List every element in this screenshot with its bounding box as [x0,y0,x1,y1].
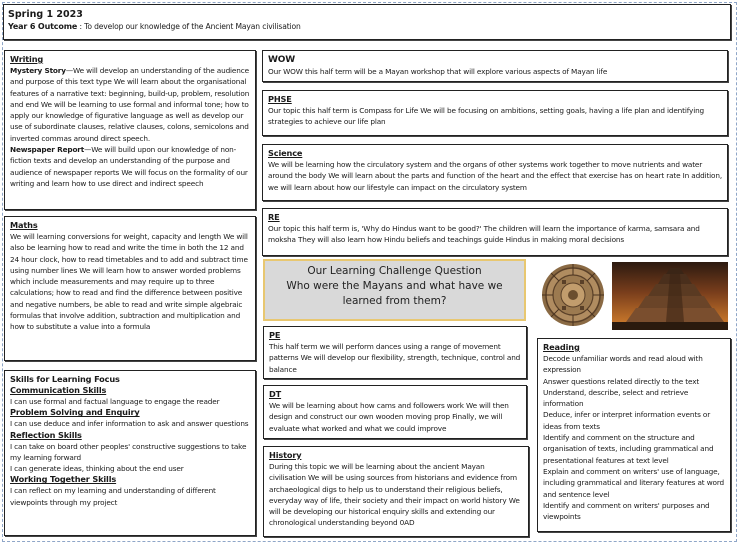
reading-title: Reading [543,342,580,352]
reflection-text-1: I can take on board other peoples' constructive suggestions to take my learning forward [10,441,247,462]
dt-text: We will be learning about how cams and followers work We will then design and construct our own wooden moving prop Finally, we will evaluate what worked and what we could improve [269,401,509,433]
reading-item: Identify and comment on writers' purposes and viewpoints [543,500,710,522]
problem-solving-text: I can use deduce and infer information to ask and answer questions [10,419,249,429]
science-box [262,144,728,201]
wow-text: Our WOW this half term will be a Mayan workshop that will explore various aspects of Mayan life [268,67,608,76]
learning-challenge-question [263,259,526,321]
outcome-text: : To develop our knowledge of the Ancient Mayan civilisation [79,22,301,31]
problem-solving-title: Problem Solving and Enquiry [10,407,140,418]
re-box [262,208,728,256]
reflection-title: Reflection Skills [10,429,82,440]
pe-text: This half term we will perform dances using a range of movement patterns We will develop our flexibility, strength, technique, control and balance [269,342,521,374]
re-title: RE [268,212,280,222]
outcome-label: Year 6 Outcome [8,22,78,31]
skills-box [4,370,256,536]
wow-box [262,50,728,82]
history-title: History [269,450,302,460]
challenge-line-1: Our Learning Challenge Question [307,265,482,277]
mayan-calendar-image [540,262,606,328]
pe-box [263,326,527,379]
reading-item: Understand, describe, select and retrieve information [543,387,689,409]
mystery-story-text: —We will develop an understanding of the audience and purpose of this text type We will learn about the organisational features of a narrative text: beginning, build-up, problem, resolution and end We will be learning to use formal and informal tone; how to apply our knowledge of figurative language as well as develop our use of subordinate clauses, relative clauses, colons, semicolons and inverted commas around direct speech. [10,66,250,143]
re-text: Our topic this half term is, 'Why do Hindus want to be good?' The children will learn the importance of karma, samsara and moksha They will also learn how Hindu beliefs and teachings guide Hindus in making moral decisions [268,224,700,245]
maths-text: We will learning conversions for weight, capacity and length We will also be learning how to read and write the time in both the 12 and 24 hour clock, how to read timetables and to add and subtract time using number lines We will learn how to answer worded problems which include measurements and may require up to three calculations; how to read and find the difference between positive and negative numbers, be able to read and write simple algebraic formulas that involve addition, subtraction and multiplication and how to substitute a value into a formula [10,232,248,332]
history-box [263,446,529,537]
history-text: During this topic we will be learning about the ancient Mayan civilisation We will be using sources from historians and evidence from archaeological digs to help us to understand their religious beliefs, everyday way of life, their society and their impact on world history We will be developing our historical enquiry skills and extending our chronological understanding beyond 0AD [269,462,520,528]
dt-box [263,385,527,439]
maths-title: Maths [10,220,38,230]
writing-box [4,50,256,210]
challenge-line-2: Who were the Mayans and what have we [286,279,503,292]
working-together-title: Working Together Skills [10,474,117,485]
pe-title: PE [269,330,281,340]
wow-title: WOW [268,55,296,65]
reflection-text-2: I can generate ideas, thinking about the end user [10,464,184,474]
reading-box [537,338,731,532]
reading-item: Deduce, infer or interpret information events or ideas from texts [543,410,711,431]
communication-title: Communication Skills [10,385,107,395]
reading-item: Identify and comment on the structure and organisation of texts, including grammatical and presentational features at text level [543,433,714,465]
mystery-story-paragraph [10,65,250,144]
term-title: Spring 1 2023 [8,9,83,20]
science-title: Science [268,148,303,158]
challenge-line-3: learned from them? [342,294,447,307]
skills-title: Skills for Learning Focus [10,374,120,384]
dt-title: DT [269,389,282,399]
reading-item: Answer questions related directly to the text [543,376,700,386]
pshe-title: PHSE [268,94,292,104]
reading-item: Explain and comment on writers' use of language, including grammatical and literary features at word and sentence level [543,466,725,499]
outcome-line [8,21,726,33]
header-box [3,4,731,40]
communication-text: I can use formal and factual language to engage the reader [10,397,220,406]
pshe-text: Our topic this half term is Compass for Life We will be focusing on ambitions, setting goals, having a life plan and identifying strategies to achieve our life plan [268,106,705,127]
working-together-text: I can reflect on my learning and understanding of different viewpoints through my project [10,486,216,507]
newspaper-report-text: —We will build upon our knowledge of non-fiction texts and develop an understanding of the purpose and audience of newspaper reports We will focus on the formality of our writing and learn how to use direct and indirect speech [10,145,248,188]
newspaper-report-label: Newspaper Report [10,145,85,155]
maths-box [4,216,256,361]
mystery-story-label: Mystery Story [10,66,66,75]
newspaper-report-paragraph [10,144,250,189]
pshe-box [262,90,728,136]
mayan-pyramid-image [612,262,728,330]
science-text: We will be learning how the circulatory system and the organs of other systems work together to move nutrients and water around the body We will learn about the parts and function of the heart and the effect that exercise has on heart rate In addition, we will learn about how our lifestyle can impact on the circulatory system [268,160,723,192]
writing-title: Writing [10,54,44,64]
reading-item: Decode unfamiliar words and read aloud with expression [543,354,703,375]
